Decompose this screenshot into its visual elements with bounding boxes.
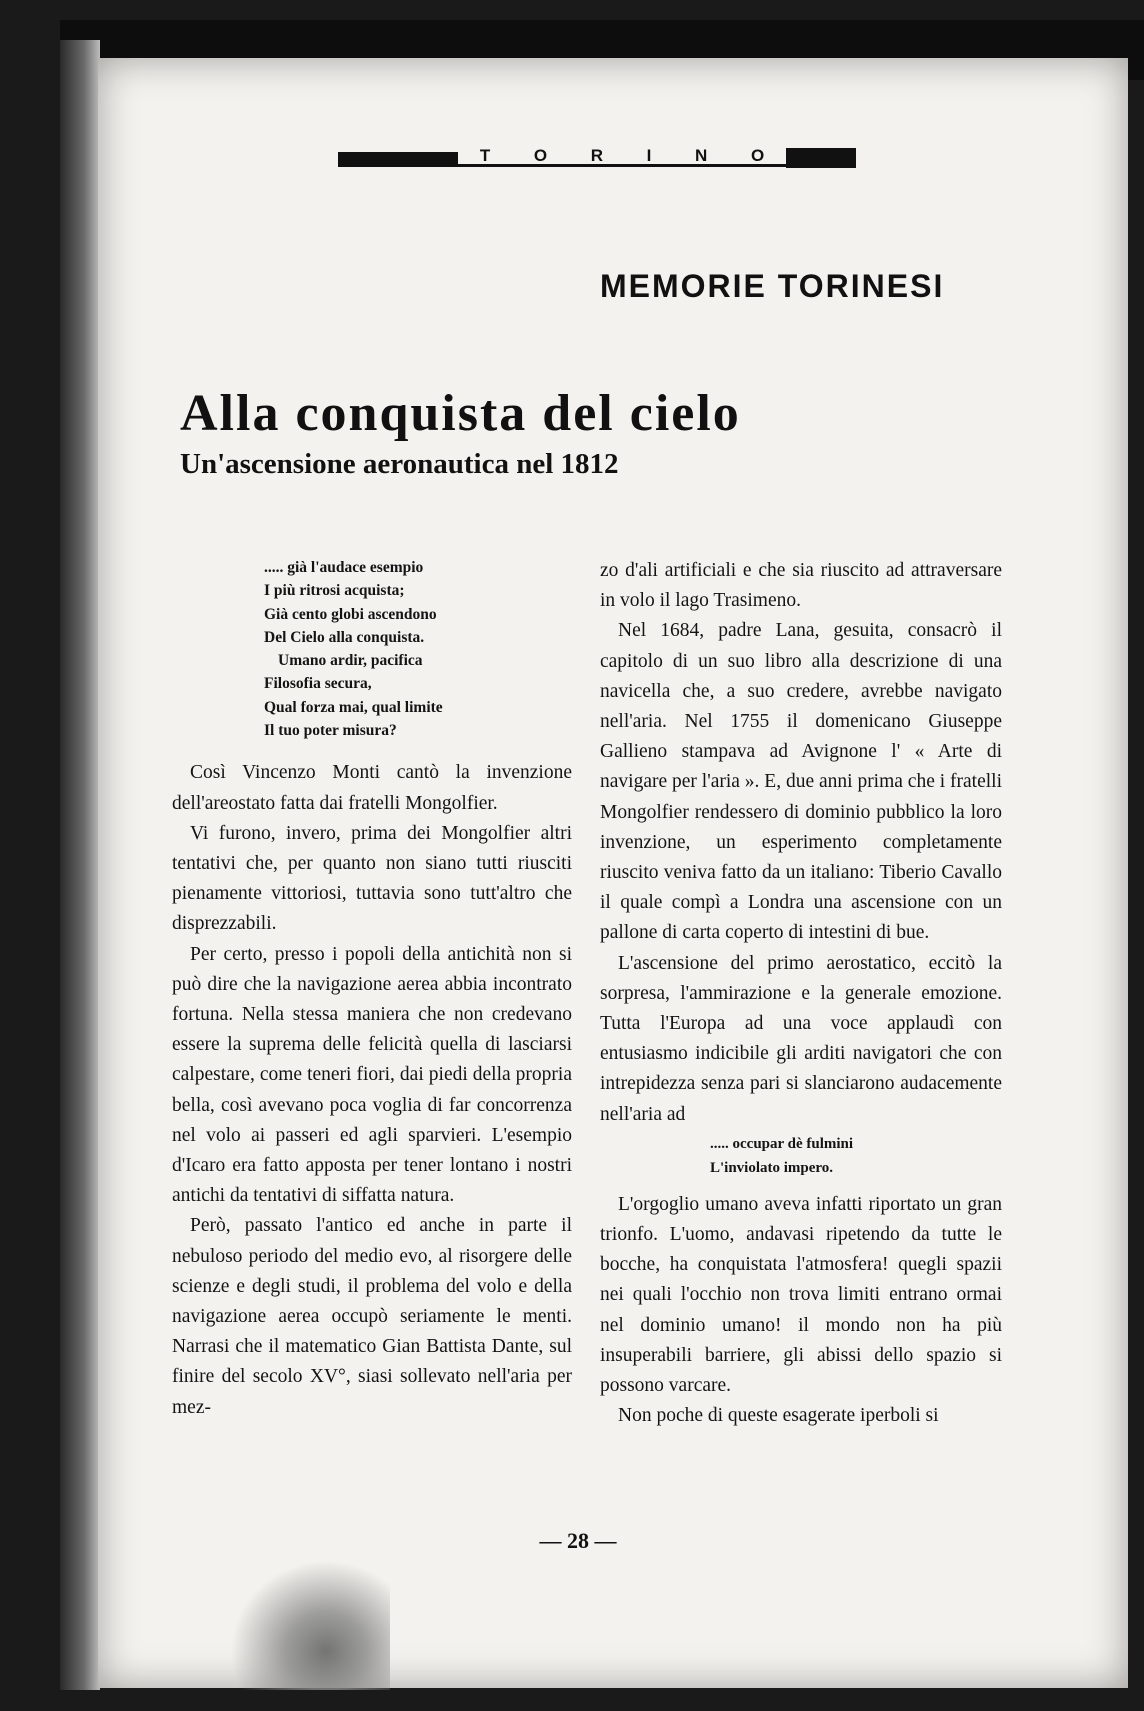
paragraph: zo d'ali artificiali e che sia riuscito ad attraversare in volo il lago Trasimeno. <box>600 560 1002 612</box>
verse-quote <box>710 1132 1002 1180</box>
paragraph: L'ascensione del primo aerostatico, eccitò la sorpresa, l'ammirazione e la generale emozione. Tutta l'Europa ad una voce applaudì con entusiasmo indicibile gli arditi navigatori che con intrepidezza senza pari si slanciarono audacemente nell'aria ad <box>600 952 1002 1125</box>
verse-line: I più ritrosi acquista; <box>264 582 405 600</box>
quote-line: ..... occupar dè fulmini <box>710 1135 854 1152</box>
banner-letters <box>458 146 786 166</box>
verse-line: ..... già l'audace esempio <box>264 559 424 576</box>
banner-letter: R <box>590 146 603 165</box>
quote-line: L'inviolato impero. <box>710 1159 834 1176</box>
banner-letter: N <box>695 146 708 165</box>
banner-letter: O <box>533 146 548 165</box>
scan-border-left <box>60 40 100 1690</box>
paragraph: Per certo, presso i popoli della antichità non si può dire che la navigazione aerea abbia incontrato fortuna. Nella stessa maniera che non credevano essere la suprema delle felicità quella di lasciarsi calpestare, come teneri fiori, dai piedi della propria bella, così avevano poca voglia di far concorrenza nel volo ai passeri ed agli sparvieri. L'esempio d'Icaro era fatto apposta per tener lontano i nostri antichi da tentativi di siffatta natura. <box>172 943 572 1207</box>
right-column <box>600 556 1002 1431</box>
verse-line: Il tuo poter misura? <box>264 722 397 740</box>
verse-line: Umano ardir, pacifica <box>278 652 423 670</box>
banner-letter: O <box>750 146 765 165</box>
page-number: — 28 — <box>539 1528 617 1553</box>
section-kicker: MEMORIE TORINESI <box>600 268 945 304</box>
paragraph: L'orgoglio umano aveva infatti riportato un gran trionfo. L'uomo, andavasi ripetendo da tutte le bocche, ha conquistata l'atmosfera! quegli spazii nei quali l'occhio non trova limiti entrano ormai nel dominio umano! il mondo non ha più insuperabili barriere, gli abissi dello spazio si possono varcare. <box>600 1193 1002 1397</box>
verse-epigraph <box>264 556 572 742</box>
banner-ornament-right <box>786 148 856 168</box>
verse-line: Qual forza mai, qual limite <box>264 698 443 716</box>
verse-line: Filosofia secura, <box>264 675 372 693</box>
left-column <box>172 556 572 1423</box>
header-banner <box>338 148 856 170</box>
paragraph: Così Vincenzo Monti cantò la invenzione dell'areostato fatta dai fratelli Mongolfier. <box>172 762 572 814</box>
verse-line: Già cento globi ascendono <box>264 605 437 623</box>
verse-line: Del Cielo alla conquista. <box>264 628 425 646</box>
paragraph: Nel 1684, padre Lana, gesuita, consacrò il capitolo di un suo libro alla descrizione di una navicella che, a suo credere, avrebbe navigato nell'aria. Nel 1755 il domenicano Giuseppe Gallieno stampava ad Avignone l' « Arte di navigare per l'aria ». E, due anni prima che i fratelli Mongolfier rendessero di dominio pubblico la loro invenzione, un esperimento completamente riuscito veniva fatto da un italiano: Tiberio Cavallo il quale compì a Londra una ascensione con un pallone di carta coperto di intestini di bue. <box>600 620 1002 944</box>
banner-letter: T <box>479 146 491 165</box>
banner-letter: I <box>646 146 652 165</box>
article-subtitle: Un'ascensione aeronautica nel 1812 <box>180 448 619 480</box>
paragraph: Però, passato l'antico ed anche in parte il nebuloso periodo del medio evo, al risorgere delle scienze e degli studi, il problema del volo e della navigazione aerea occupò seriamente le menti. Narrasi che il matematico Gian Battista Dante, sul finire del secolo XV°, siasi sollevato nell'aria per mez- <box>172 1215 572 1418</box>
scan-smudge <box>230 1560 390 1690</box>
paragraph: Non poche di queste esagerate iperboli si <box>618 1405 939 1427</box>
article-title: Alla conquista del cielo <box>180 385 741 442</box>
paragraph: Vi furono, invero, prima dei Mongolfier altri tentativi che, per quanto non siano tutti riusciti pienamente vittoriosi, tuttavia sono tutt'altro che disprezzabili. <box>172 822 572 935</box>
